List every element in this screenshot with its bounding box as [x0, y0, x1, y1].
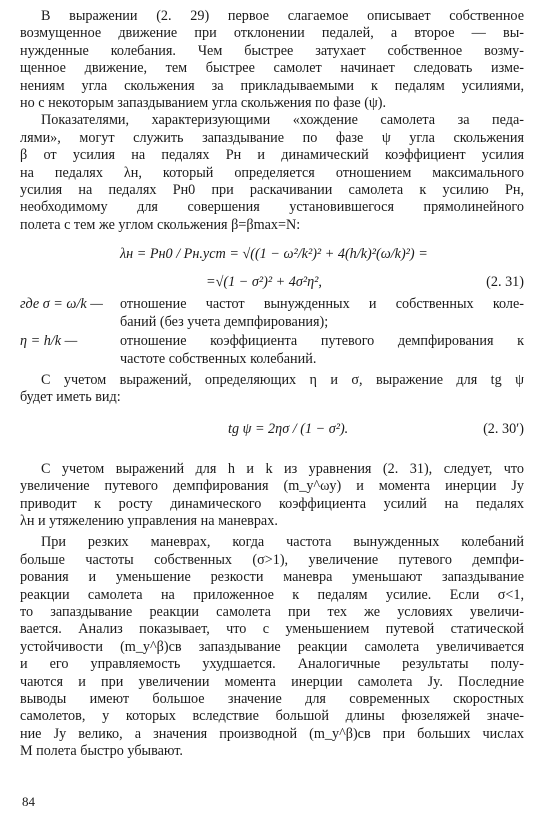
text-line: С учетом выражений, определяющих η и σ, выражение для tg ψ: [41, 371, 524, 388]
text-line: щенное движение, тем быстрее самолет начинает следовать изме-: [20, 60, 524, 77]
equation-number: (2. 30′): [483, 420, 524, 437]
text-line: ние Jy велико, а значения производной (m_y^β)св при больших числах: [20, 725, 524, 742]
text-line: необходимому для совершения установившегося прямолинейного: [20, 199, 524, 216]
paragraph-5: [20, 534, 524, 760]
text-line: нениям угла скольжения за прикладываемыми к педалям усилиями,: [20, 77, 524, 94]
text-line: устойчивости (m_y^β)св запаздывание реакции самолета увеличивается: [20, 638, 524, 655]
equation-2-31-line2: =√(1 − σ²)² + 4σ²η²,: [206, 274, 322, 291]
text-line: частоте собственных колебаний.: [120, 350, 317, 367]
text-line: β от усилия на педалях Pн и динамический коэффициент усилия: [20, 147, 524, 164]
text-line: реакции самолета на приложенное к педалям усилие. Если σ<1,: [20, 586, 524, 603]
text-line: вается. Анализ показывает, что с уменьшением путевой статической: [20, 621, 524, 638]
text-line: то запаздывание реакции самолета при тех же условиях увеличи-: [20, 603, 524, 620]
text-line: увеличение путевого демпфирования (m_y^ωy) и момента инерции Jy: [20, 478, 524, 495]
definition-sigma: [20, 296, 524, 331]
definition-eta: [20, 333, 524, 368]
definition-eta-lhs: η = h/k —: [20, 333, 78, 350]
equation-2-31: [20, 240, 524, 292]
paragraph-3: [20, 372, 524, 407]
text-line: и его управляемость ухудшается. Аналогичные результаты полу-: [20, 656, 524, 673]
text-line: усилия на педалях Pн0 при раскачивании самолета к усилию Pн,: [20, 182, 524, 199]
text-line: При резких маневрах, когда частота вынужденных колебаний: [41, 534, 524, 551]
text-line: но с некоторым запаздыванием угла скольжения по фазе (ψ).: [20, 95, 387, 112]
text-line: больше частоты собственных (σ>1), увеличение путевого демпфи-: [20, 551, 524, 568]
text-line: отношение коэффициента путевого демпфирования к: [120, 333, 524, 350]
paragraph-4: [20, 461, 524, 531]
paragraph-1: [20, 8, 524, 112]
text-line: В выражении (2. 29) первое слагаемое описывает собственное: [41, 8, 524, 24]
equation-2-30-expr: tg ψ = 2ησ / (1 − σ²).: [228, 420, 349, 437]
text-line: лями», могут служить запаздывание по фазе ψ угла скольжения: [20, 129, 524, 146]
equation-2-31-lhs: λн = Pн0 / Pн.уст = √((1 − ω²/k²)² + 4(h/k)²(ω/k)²) =: [120, 246, 428, 263]
equation-number: (2. 31): [486, 274, 524, 291]
page-number: 84: [22, 794, 35, 809]
text-line: отношение частот вынужденных и собственных коле-: [120, 296, 524, 313]
text-line: чаются и при увеличении момента инерции самолета Jy. Последние: [20, 673, 524, 690]
text-line: на педалях λн, который определяется отношением максимального: [20, 164, 524, 181]
text-line: М полета быстро убывают.: [20, 743, 183, 760]
text-line: баний (без учета демпфирования);: [120, 313, 329, 330]
text-line: приводит к росту динамического коэффициента усилий на педалях: [20, 495, 524, 512]
text-line: λн и утяжелению управления на маневрах.: [20, 512, 278, 529]
text-line: возмущенное движение при отклонении педалей, а второе — вы-: [20, 25, 524, 42]
text-line: Показателями, характеризующими «хождение самолета за педа-: [41, 112, 524, 129]
text-line: рования и уменьшение резкости маневра уменьшают запаздывание: [20, 569, 524, 586]
page-body: [20, 8, 524, 761]
text-line: полета с тем же углом скольжения β=βmax=N:: [20, 216, 301, 233]
text-line: С учетом выражений для h и k из уравнения (2. 31), следует, что: [41, 460, 524, 477]
definition-sigma-text: [120, 296, 524, 331]
definition-eta-text: [120, 333, 524, 368]
definitions: [20, 296, 524, 368]
text-line: нужденные колебания. Чем быстрее затухает собственное возму-: [20, 42, 524, 59]
equation-2-30: [20, 417, 524, 445]
text-line: будет иметь вид:: [20, 389, 121, 406]
text-line: самолетов, у которых вследствие большой длины фюзеляжей значе-: [20, 708, 524, 725]
text-line: выводы имеют большое значение для современных скоростных: [20, 691, 524, 707]
definition-sigma-lhs: где σ = ω/k —: [20, 296, 103, 313]
paragraph-2: [20, 112, 524, 234]
